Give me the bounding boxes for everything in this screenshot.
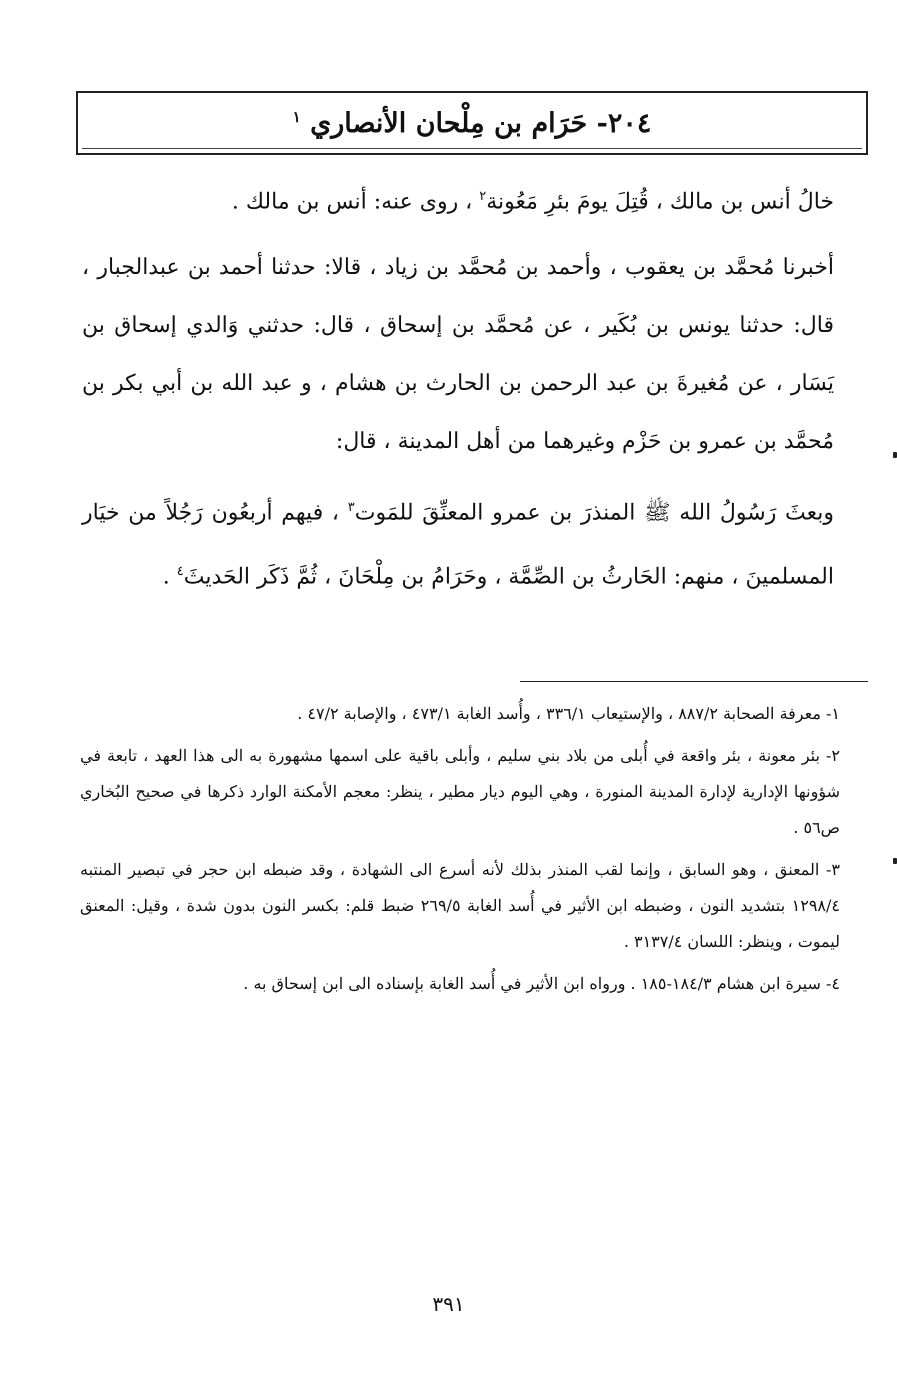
footnote-4: ٤- سيرة ابن هشام ١٨٤/٣-١٨٥ . ورواه ابن الأثير في أُسد الغابة بإسناده الى ابن إسحاق به . [243, 974, 840, 993]
footnote-2: ٢- بئر معونة ، بئر واقعة في أُبلى من بلاد بني سليم ، وأبلى باقية على اسمها مشهورة به الى هذا العهد ، تابعة في شؤونها الإدارية لإدارة المدينة المنورة ، وهي اليوم ديار مطير ، ينظر: معجم الأمكنة الوارد ذكرها في صحيح البُخاري ص٥٦ . [80, 746, 840, 837]
paragraph-3 [82, 479, 834, 606]
footnote-ref: ٣ [347, 500, 355, 516]
entry-name: حَرَام بن مِلْحان الأنصاري [310, 107, 588, 139]
margin-mark [893, 452, 897, 458]
footnote-3: ٣- المعنق ، وهو السابق ، وإنما لقب المنذر بذلك لأنه أسرع الى الشهادة ، وقد ضبطه ابن حجر في تبصير المنتبه ١٢٩٨/٤ بتشديد النون ، وضبطه ابن الأثير في أُسد الغابة ٢٦٩/٥ ضبط قلم: بكسر النون بدون شدة ، وقيل: المعنق ليموت ، وينظر: اللسان ٣١٣٧/٤ . [80, 860, 841, 951]
footnote-separator [520, 681, 868, 682]
title-footnote-ref: ١ [292, 107, 301, 126]
paragraph-2 [82, 239, 834, 471]
main-text [82, 168, 834, 606]
text-run: وبعثَ رَسُولُ الله ﷺ المنذرَ بن عمرو المعنِّقَ للمَوت [354, 500, 834, 526]
footnote-ref: ٤ [176, 563, 184, 579]
paragraph-1 [82, 168, 834, 231]
entry-number: ٢٠٤- [596, 107, 652, 139]
text-run: ، روى عنه: أنس بن مالك . [231, 189, 480, 215]
footnote-ref: ٢ [479, 189, 487, 204]
page-number: ٣٩١ [432, 1292, 465, 1316]
entry-title [293, 108, 652, 139]
text-run: أخبرنا مُحمَّد بن يعقوب ، وأحمد بن مُحمَّد بن زياد ، قالا: حدثنا أحمد بن عبدالجبار ، قال: حدثنا يونس بن بُكَير ، عن مُحمَّد بن إسحاق ، قال: حدثني وَالدي إسحاق بن يَسَار ، عن مُغيرةَ بن عبد الرحمن بن الحارث بن هشام ، و عبد الله بن أبي بكر بن مُحمَّد بن عمرو بن حَزْم وغيرهما من أهل المدينة ، قال: [82, 255, 834, 455]
text-run: خالُ أنس بن مالك ، قُتِلَ يومَ بئرِ مَعُونة [486, 189, 834, 215]
footnote-1: ١- معرفة الصحابة ٨٨٧/٢ ، والإستيعاب ٣٣٦/١ ، وأُسد الغابة ٤٧٣/١ ، والإصابة ٤٧/٢ . [297, 704, 840, 723]
title-frame [76, 91, 868, 155]
text-run: ، فيهم أربعُون رَجُلاً من خيَار المسلمينَ ، منهم: الحَارثُ بن الصِّمَّة ، وحَرَامُ بن مِلْحَانَ ، ثُمَّ ذَكَر الحَديثَ [82, 500, 834, 589]
text-run: . [162, 563, 177, 589]
footnotes [80, 696, 840, 1002]
margin-mark [893, 858, 897, 864]
